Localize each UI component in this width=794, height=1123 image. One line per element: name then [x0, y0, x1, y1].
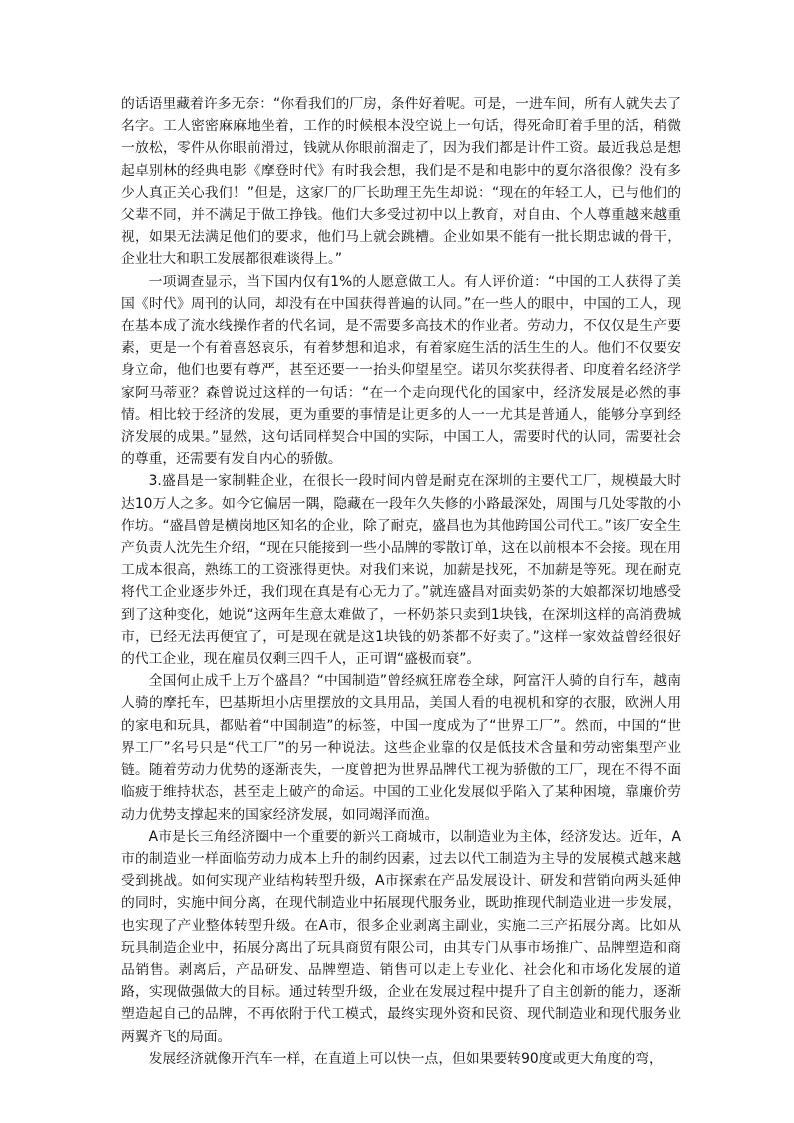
paragraph: 一项调查显示，当下国内仅有1%的人愿意做工人。有人评价道：“中国的工人获得了美国《时代》周刊的认同，却没有在中国获得普遍的认同。”在一些人的眼中，中国的工人，现在基本成了流水线操作者的代名词，是不需要多高技术的作业者。劳动力，不仅仅是生产要素，更是一个有着喜怒哀乐，有着梦想和追求，有着家庭生活的活生生的人。他们不仅要安身立命，他们也要有尊严，甚至还要一一抬头仰望星空。诺贝尔奖获得者、印度着名经济学家阿马蒂亚？森曾说过这样的一句话：“在一个走向现代化的国家中，经济发展是必然的事情。相比较于经济的发展，更为重要的事情是让更多的人一一尤其是普通人，能够分享到经济发展的成果。”显然，这句话同样契合中国的实际，中国工人，需要时代的认同，需要社会的尊重，还需要有发自内心的骄傲。 — [121, 273, 681, 468]
paragraph: 3.盛昌是一家制鞋企业，在很长一段时间内曾是耐克在深圳的主要代工厂，规模最大时达10万人之多。如今它偏居一隅，隐藏在一段年久失修的小路最深处，周围与几处零散的小作坊。“盛昌曾是横岗地区知名的企业，除了耐克，盛昌也为其他跨国公司代工。”该厂安全生产负责人沈先生介绍，“现在只能接到一些小品牌的零散订单，这在以前根本不会接。现在用工成本很高，熟练工的工资涨得更快。对我们来说，加薪是找死，不加薪是等死。现在耐克将代工企业逐步外迁，我们现在真是有心无力了。”就连盛昌对面卖奶茶的大娘都深切地感受到了这种变化，她说“这两年生意太难做了，一杯奶茶只卖到1块钱，在深圳这样的高消费城市，已经无法再便宜了，可是现在就是这1块钱的奶茶都不好卖了。”这样一家效益曾经很好的代工企业，现在雇员仅剩三四千人，正可谓“盛极而衰”。 — [121, 473, 681, 668]
paragraph: A市是长三角经济圈中一个重要的新兴工商城市，以制造业为主体，经济发达。近年，A市的制造业一样面临劳动力成本上升的制约因素，过去以代工制造为主导的发展模式越来越受到挑战。如何实现产业结构转型升级，A市探索在产品发展设计、研发和营销向两头延伸的同时，实施中间分离，在现代制造业中拓展现代服务业，既助推现代制造业进一步发展，也实现了产业整体转型升级。在A市，很多企业剥离主副业，实施二三产拓展分离。比如从玩具制造企业中，拓展分离出了玩具商贸有限公司，由其专门从事市场推广、品牌塑造和商品销售。剥离后，产品研发、品牌塑造、销售可以走上专业化、社会化和市场化发展的道路，实现做强做大的目标。通过转型升级，企业在发展过程中提升了自主创新的能力，逐渐塑造起自己的品牌，不再依附于代工模式，最终实现外资和民资、现代制造业和现代服务业两翼齐飞的局面。 — [121, 828, 681, 1045]
document-body — [121, 93, 681, 1070]
paragraph-continued: 的话语里藏着许多无奈：“你看我们的厂房，条件好着呢。可是，一进车间，所有人就失去了名字。工人密密麻麻地坐着，工作的时候根本没空说上一句话，得死命盯着手里的活，稍微一放松，零件从你眼前滑过，钱就从你眼前溜走了，因为我们都是计件工资。最近我总是想起卓别林的经典电影《摩登时代》有时我会想，我们是不是和电影中的夏尔洛很像？没有多少人真正关心我们！”但是，这家厂的厂长助理王先生却说：“现在的年轻工人，已与他们的父辈不同，并不满足于做工挣钱。他们大多受过初中以上教育，对自由、个人尊重越来越重视，如果无法满足他们的要求，他们马上就会跳槽。企业如果不能有一批长期忠诚的骨干，企业壮大和职工发展都很难谈得上。” — [121, 96, 681, 268]
paragraph: 发展经济就像开汽车一样，在直道上可以快一点，但如果要转90度或更大角度的弯， — [148, 1050, 663, 1067]
paragraph: 全国何止成千上万个盛昌？“中国制造”曾经疯狂席卷全球，阿富汗人骑的自行车，越南人骑的摩托车，巴基斯坦小店里摆放的文具用品，美国人看的电视机和穿的衣服，欧洲人用的家电和玩具，都贴着“中国制造”的标签，中国一度成为了“世界工厂”。然而，中国的“世界工厂”名号只是“代工厂”的另一种说法。这些企业靠的仅是低技术含量和劳动密集型产业链。随着劳动力优势的逐渐丧失，一度曾把为世界品牌代工视为骄傲的工厂，现在不得不面临疲于维持状态，甚至走上破产的命运。中国的工业化发展似乎陷入了某种困境，靠廉价劳动力优势支撑起来的国家经济发展，如同竭泽而渔。 — [121, 673, 681, 823]
